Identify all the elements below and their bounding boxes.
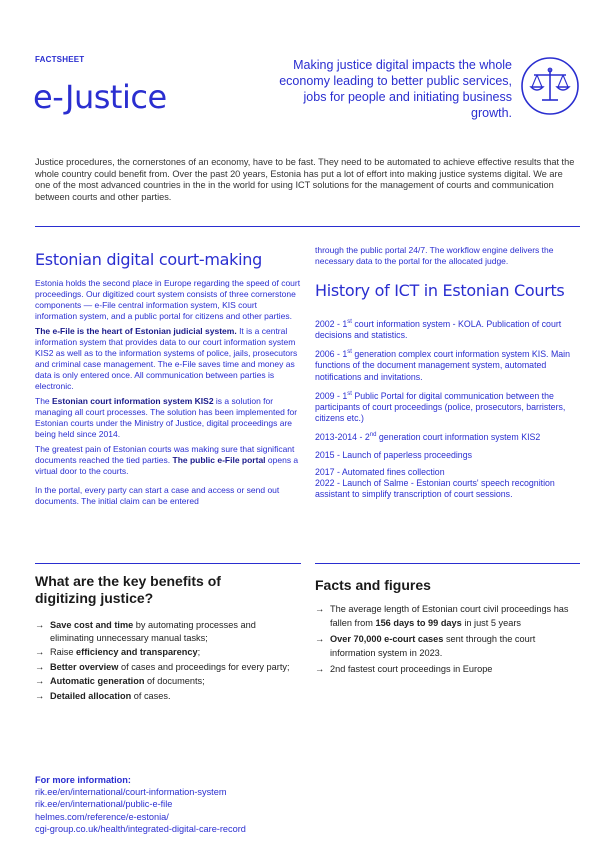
- history-ordinal: nd: [369, 432, 377, 439]
- intro-paragraph: Justice procedures, the cornerstones of an economy, have to be fast. They need to be automated to achieve effective results that the whole country could benefit from. Over the past 20 years, Estonia has put a lot of effort into making justice systems digital. We are one of the most advanced countries in the in the world for using ICT solutions for the management of courts and communication between courts and other parties.: [35, 157, 575, 202]
- benefit-rest: ;: [197, 647, 201, 657]
- benefits-section: [35, 573, 295, 704]
- more-info-link[interactable]: rik.ee/en/international/court-information-system: [35, 787, 227, 798]
- benefit-item: [35, 646, 295, 659]
- history-year: 2013-2014 - 2: [315, 432, 370, 443]
- divider: [35, 563, 301, 564]
- benefit-item: [35, 661, 295, 674]
- benefit-item: [35, 690, 295, 703]
- benefit-item: [35, 675, 295, 688]
- fact-bold: 156 days to 99 days: [375, 618, 462, 628]
- benefit-bold: Automatic generation: [50, 676, 145, 686]
- benefit-bold: Better overview: [50, 661, 119, 672]
- history-item: [315, 389, 580, 425]
- history-year: 2002 - 1: [315, 318, 348, 329]
- court-making-body: [35, 278, 301, 507]
- history-text: generation complex court information system KIS. Main functions of the document management system, automated notifications and invitations.: [315, 349, 571, 382]
- fact-item: [315, 632, 580, 660]
- history-text: Public Portal for digital communication between the participants of court proceedings (police, prosecutors, barristers, citizens etc.): [315, 390, 566, 424]
- history-year: 2009 - 1: [315, 390, 348, 401]
- scales-of-justice-icon: [520, 56, 580, 116]
- history-item: [315, 347, 580, 383]
- more-info-link[interactable]: rik.ee/en/international/public-e-file: [35, 799, 173, 810]
- facts-section: [315, 577, 580, 678]
- fact-pre: The average length of Estonian court civil proceedings has fallen from: [330, 604, 569, 628]
- arrow-right-icon: →: [315, 664, 325, 674]
- facts-heading: Facts and figures: [315, 577, 431, 593]
- benefit-bold: Save cost and time: [50, 620, 134, 630]
- arrow-right-icon: →: [35, 661, 45, 672]
- arrow-right-icon: →: [315, 634, 325, 644]
- divider: [315, 563, 580, 564]
- court-making-p2: [35, 326, 301, 392]
- benefit-rest: of documents;: [144, 676, 205, 686]
- tagline: Making justice digital impacts the whole economy leading to better public services, jobs for people and initiating business growth.: [279, 58, 512, 120]
- arrow-right-icon: →: [35, 647, 45, 657]
- history-ordinal: st: [347, 319, 352, 325]
- benefit-bold: efficiency and transparency: [76, 647, 198, 657]
- benefits-heading: What are the key benefits of digitizing justice?: [35, 573, 221, 606]
- more-info: [35, 774, 246, 835]
- kis2-bold: Estonian court information system KIS2: [52, 396, 214, 406]
- court-making-p3: [35, 396, 301, 440]
- court-making-heading: Estonian digital court-making: [35, 250, 262, 269]
- court-making-p2-text: It is a central information system that provides data to our court information system KIS2 as well as to the information systems of police, jails, prosecutors and criminal case management. The e-File saves time and money as data is only entered once. All communication between parties is electronic.: [35, 326, 298, 391]
- history-item: [315, 467, 580, 501]
- divider: [35, 226, 580, 227]
- court-making-p4: [35, 444, 301, 477]
- arrow-right-icon: →: [35, 676, 45, 686]
- benefits-list: [35, 619, 295, 702]
- arrow-right-icon: →: [35, 620, 45, 630]
- more-info-link[interactable]: helmes.com/reference/e-estonia/: [35, 811, 169, 822]
- page-title: e-Justice: [33, 78, 167, 116]
- court-making-p3-text: is a solution for managing all court processes. The solution has been implemented for Estonian courts under the Ministry of Justice, digital proceedings are being held since 2014.: [35, 396, 298, 439]
- fact-bold: Over 70,000 e-court cases: [330, 634, 444, 644]
- arrow-right-icon: →: [315, 604, 325, 614]
- fact-item: [315, 602, 580, 630]
- history-heading: History of ICT in Estonian Courts: [315, 281, 565, 300]
- court-making-section: [35, 250, 301, 511]
- factsheet-label: FACTSHEET: [35, 55, 85, 64]
- history-section: [315, 245, 580, 500]
- history-item: [315, 450, 580, 461]
- benefit-rest: of cases and proceedings for every party;: [118, 661, 290, 672]
- fact-pre: 2nd fastest court proceedings in Europe: [330, 664, 493, 674]
- court-making-p4-text: opens a virtual door to the courts.: [35, 455, 299, 476]
- benefit-item: [35, 619, 295, 644]
- history-text: court information system - KOLA. Publication of court decisions and statistics.: [315, 318, 562, 341]
- fact-item: [315, 662, 580, 676]
- history-year: 2015 - Launch of paperless proceedings: [315, 449, 472, 460]
- portal-bold: The public e-File portal: [172, 455, 266, 465]
- court-making-p5: In the portal, every party can start a case and access or send out documents. The initial claim can be entered: [35, 485, 280, 506]
- history-item: [315, 317, 580, 341]
- benefit-rest: by automating processes and eliminating unnecessary manual tasks;: [50, 620, 256, 643]
- court-making-p5-cont: through the public portal 24/7. The workflow engine delivers the necessary data to the portal for the allocated judge.: [315, 245, 554, 266]
- history-2022: 2022 - Launch of Salme - Estonian courts' speech recognition assistant to simplify transcription of court sessions.: [315, 477, 555, 500]
- fact-rest: in just 5 years: [461, 618, 521, 628]
- history-ordinal: st: [347, 390, 352, 397]
- more-info-heading: For more information:: [35, 775, 131, 785]
- more-info-link[interactable]: cgi-group.co.uk/health/integrated-digital-care-record: [35, 823, 246, 834]
- history-list: [315, 317, 580, 461]
- facts-list: [315, 602, 580, 676]
- benefit-rest: of cases.: [131, 690, 171, 701]
- history-item: [315, 430, 580, 443]
- history-2017: 2017 - Automated fines collection: [315, 466, 445, 477]
- history-year: 2006 - 1: [315, 349, 348, 360]
- benefit-pre: Raise: [50, 647, 77, 657]
- court-making-p4-pre: The greatest pain of Estonian courts was making sure that significant documents reached the tied parties.: [35, 444, 295, 465]
- history-text: generation court information system KIS2: [376, 432, 541, 443]
- court-making-p3-pre: The: [35, 396, 53, 406]
- benefit-bold: Detailed allocation: [50, 690, 132, 701]
- fact-rest: sent through the court information system in 2023.: [330, 634, 536, 658]
- history-ordinal: st: [347, 349, 352, 356]
- efile-bold: The e-File is the heart of Estonian judicial system.: [35, 326, 237, 336]
- more-info-links: [35, 786, 246, 835]
- arrow-right-icon: →: [35, 690, 45, 701]
- court-making-p1: Estonia holds the second place in Europe regarding the speed of court proceedings. Our digitized court system consists of three cornerstone components — e-File central information system, KIS court information system, and a public portal for citizens and other parties.: [35, 278, 301, 321]
